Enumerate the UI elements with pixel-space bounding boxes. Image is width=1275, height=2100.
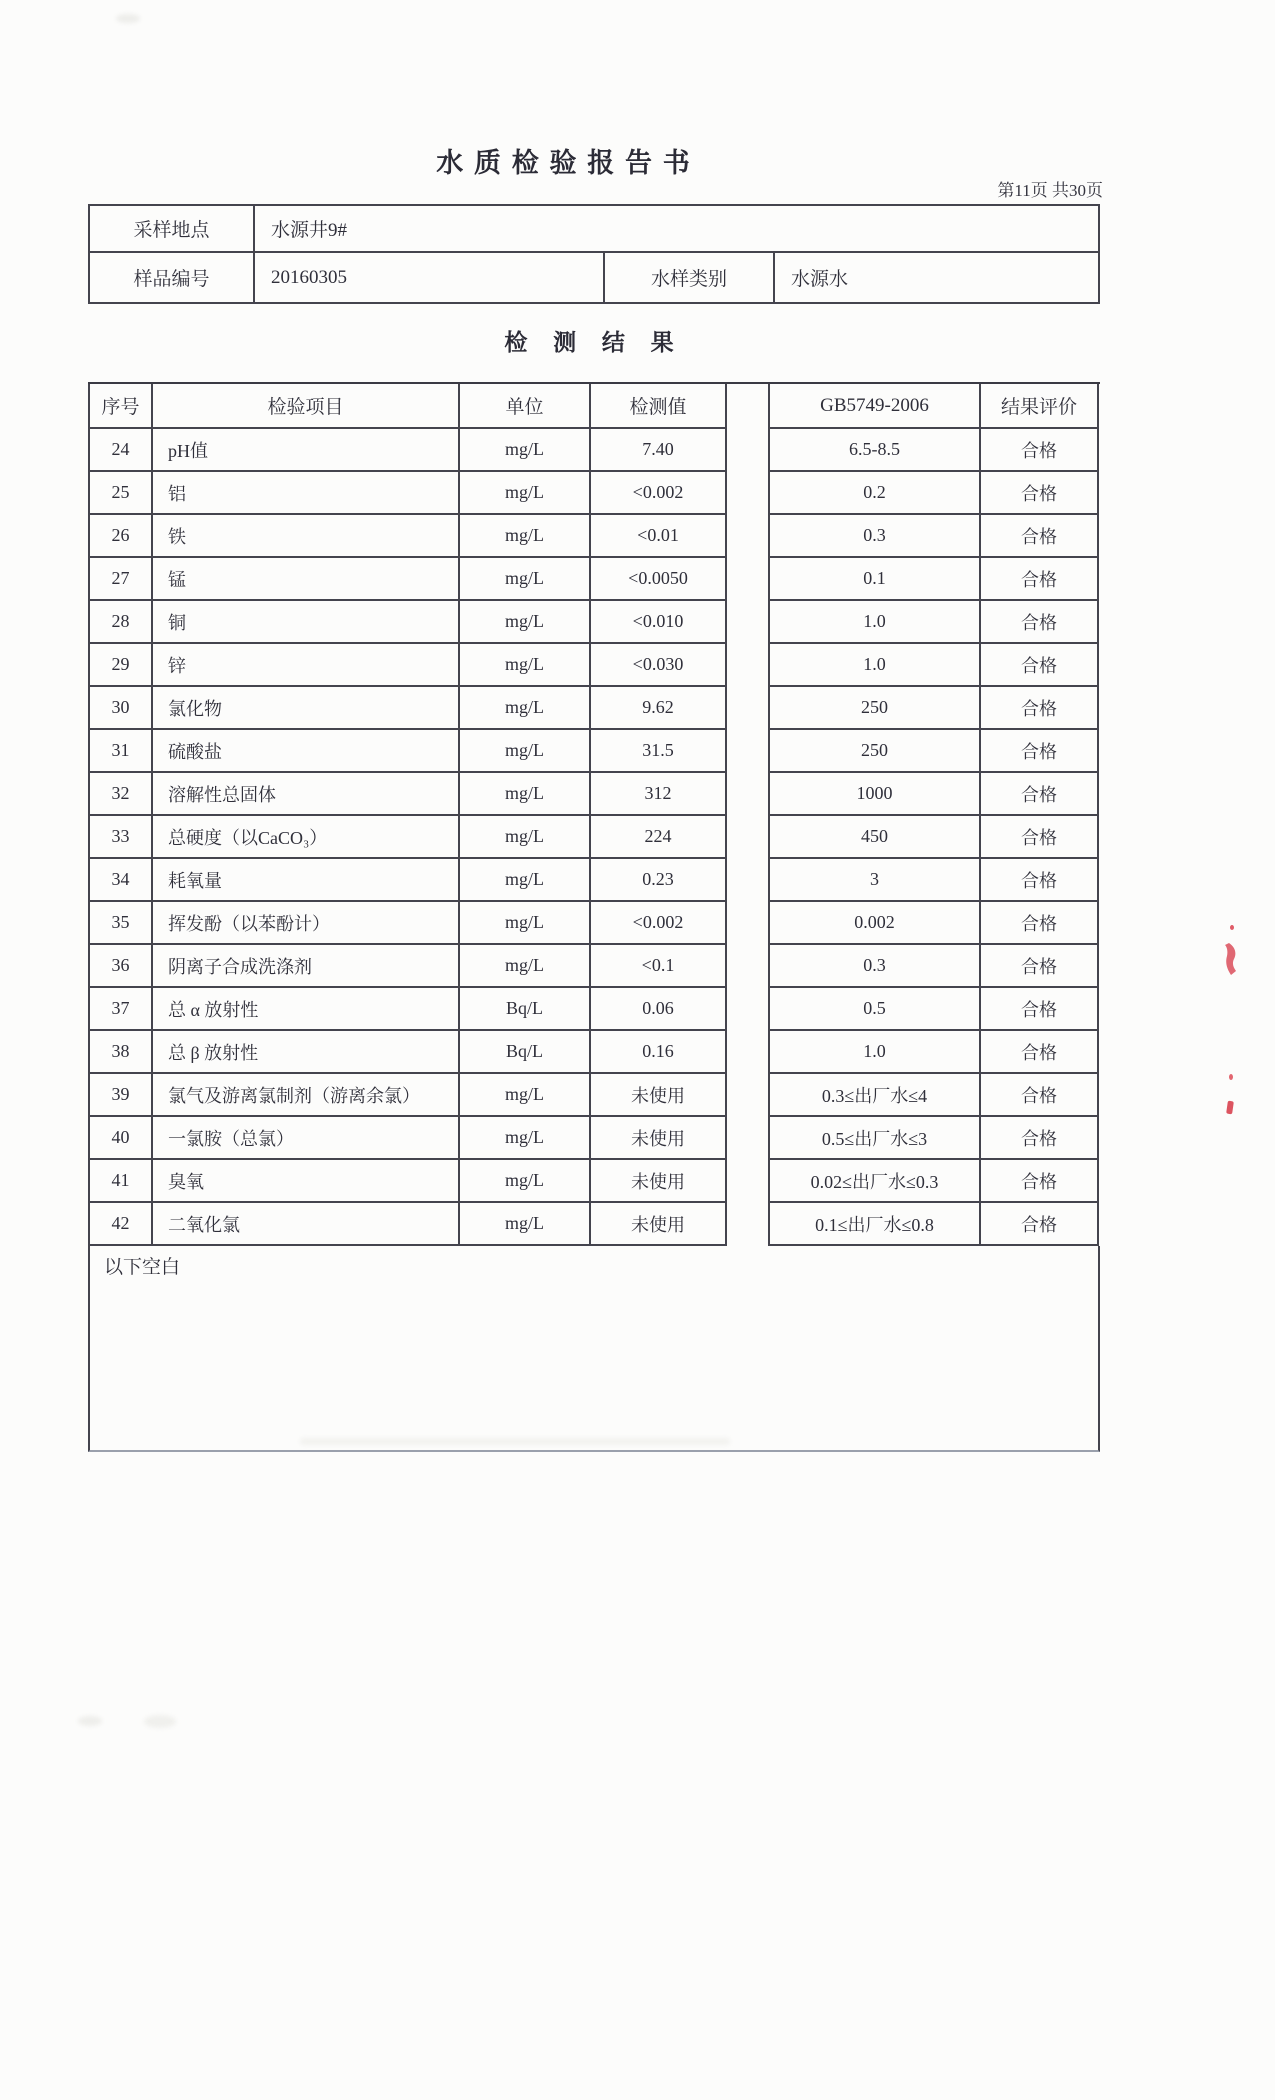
cell-no: 26: [88, 515, 153, 558]
cell-item: 锰: [153, 558, 460, 601]
cell-unit: mg/L: [460, 644, 591, 687]
page-title: 水 质 检 验 报 告 书: [436, 148, 692, 178]
table-row: [88, 515, 1100, 558]
cell-standard: 0.3≤出厂水≤4: [770, 1074, 981, 1117]
cell-no: 29: [88, 644, 153, 687]
cell-value: 未使用: [591, 1203, 727, 1246]
cell-gap: [727, 644, 770, 687]
cell-unit: mg/L: [460, 1203, 591, 1246]
table-row: [88, 988, 1100, 1031]
cell-gap: [727, 730, 770, 773]
cell-value: <0.010: [591, 601, 727, 644]
cell-evaluation: 合格: [981, 601, 1099, 644]
cell-no: 30: [88, 687, 153, 730]
cell-value: 未使用: [591, 1117, 727, 1160]
cell-item: 耗氧量: [153, 859, 460, 902]
cell-item: 臭氧: [153, 1160, 460, 1203]
cell-item: 铝: [153, 472, 460, 515]
cell-evaluation: 合格: [981, 988, 1099, 1031]
cell-gap: [727, 1074, 770, 1117]
scan-smudge: [78, 1716, 102, 1726]
header-item: 检验项目: [153, 384, 460, 429]
cell-standard: 0.5: [770, 988, 981, 1031]
cell-evaluation: 合格: [981, 1160, 1099, 1203]
cell-gap: [727, 988, 770, 1031]
cell-unit: mg/L: [460, 515, 591, 558]
table-row: [88, 773, 1100, 816]
cell-unit: mg/L: [460, 773, 591, 816]
header-standard: GB5749-2006: [770, 384, 981, 429]
cell-evaluation: 合格: [981, 773, 1099, 816]
cell-gap: [727, 429, 770, 472]
cell-value: 312: [591, 773, 727, 816]
cell-no: 28: [88, 601, 153, 644]
cell-standard: 0.3: [770, 515, 981, 558]
cell-standard: 0.3: [770, 945, 981, 988]
sampling-location-label: 采样地点: [90, 206, 255, 251]
cell-standard: 0.1≤出厂水≤0.8: [770, 1203, 981, 1246]
cell-no: 38: [88, 1031, 153, 1074]
water-type-value: 水源水: [791, 269, 849, 290]
cell-item: 挥发酚（以苯酚计）: [153, 902, 460, 945]
water-type-label: 水样类别: [605, 253, 775, 302]
header-value: 检测值: [591, 384, 727, 429]
cell-gap: [727, 1203, 770, 1246]
cell-value: <0.030: [591, 644, 727, 687]
cell-standard: 0.2: [770, 472, 981, 515]
table-row: [88, 902, 1100, 945]
cell-value: 224: [591, 816, 727, 859]
cell-unit: mg/L: [460, 1074, 591, 1117]
table-row: [88, 1203, 1100, 1246]
blank-note: 以下空白: [104, 1257, 181, 1278]
red-pen-dot: [1230, 925, 1234, 930]
cell-value: 0.16: [591, 1031, 727, 1074]
cell-gap: [727, 1117, 770, 1160]
table-row: [88, 429, 1100, 472]
cell-gap: [727, 515, 770, 558]
cell-evaluation: 合格: [981, 816, 1099, 859]
cell-item: 总 β 放射性: [153, 1031, 460, 1074]
red-pen-dot: [1229, 1074, 1233, 1080]
cell-value: <0.002: [591, 902, 727, 945]
cell-item: 硫酸盐: [153, 730, 460, 773]
sample-number-label: 样品编号: [90, 253, 255, 302]
table-row: [88, 601, 1100, 644]
table-row: [88, 472, 1100, 515]
cell-standard: 0.1: [770, 558, 981, 601]
cell-evaluation: 合格: [981, 1031, 1099, 1074]
blank-area: [88, 1246, 1100, 1452]
cell-evaluation: 合格: [981, 1074, 1099, 1117]
cell-gap: [727, 902, 770, 945]
cell-item: 阴离子合成洗涤剂: [153, 945, 460, 988]
sample-number-value: 20160305: [255, 253, 605, 302]
cell-evaluation: 合格: [981, 472, 1099, 515]
cell-no: 39: [88, 1074, 153, 1117]
cell-standard: 0.02≤出厂水≤0.3: [770, 1160, 981, 1203]
cell-unit: mg/L: [460, 1117, 591, 1160]
cell-unit: mg/L: [460, 816, 591, 859]
results-header-row: [88, 384, 1100, 429]
cell-item: 总 α 放射性: [153, 988, 460, 1031]
table-row: [88, 1117, 1100, 1160]
table-row: [88, 1160, 1100, 1203]
cell-standard: 0.002: [770, 902, 981, 945]
sample-info-row-number: [90, 253, 1098, 302]
sampling-location-value: 水源井9#: [271, 220, 348, 241]
cell-value: 7.40: [591, 429, 727, 472]
cell-standard: 250: [770, 687, 981, 730]
cell-gap: [727, 816, 770, 859]
cell-standard: 3: [770, 859, 981, 902]
cell-evaluation: 合格: [981, 644, 1099, 687]
cell-gap: [727, 945, 770, 988]
scan-smudge: [300, 1438, 730, 1445]
cell-evaluation: 合格: [981, 1203, 1099, 1246]
table-row: [88, 558, 1100, 601]
cell-no: 40: [88, 1117, 153, 1160]
sample-info-table: [88, 204, 1100, 304]
cell-standard: 250: [770, 730, 981, 773]
cell-no: 42: [88, 1203, 153, 1246]
cell-gap: [727, 687, 770, 730]
cell-no: 41: [88, 1160, 153, 1203]
cell-unit: mg/L: [460, 472, 591, 515]
sample-info-row-location: [90, 206, 1098, 253]
cell-value: 未使用: [591, 1074, 727, 1117]
cell-no: 33: [88, 816, 153, 859]
cell-unit: mg/L: [460, 601, 591, 644]
cell-value: 未使用: [591, 1160, 727, 1203]
cell-unit: mg/L: [460, 945, 591, 988]
page-number: 第11页 共30页: [997, 181, 1103, 200]
cell-standard: 6.5-8.5: [770, 429, 981, 472]
cell-value: <0.01: [591, 515, 727, 558]
cell-standard: 450: [770, 816, 981, 859]
header-gap-column: [727, 384, 770, 429]
table-row: [88, 730, 1100, 773]
table-row: [88, 1031, 1100, 1074]
cell-value: 31.5: [591, 730, 727, 773]
cell-unit: mg/L: [460, 859, 591, 902]
cell-gap: [727, 601, 770, 644]
cell-evaluation: 合格: [981, 515, 1099, 558]
table-row: [88, 1074, 1100, 1117]
table-row: [88, 687, 1100, 730]
cell-evaluation: 合格: [981, 558, 1099, 601]
scan-smudge: [116, 14, 140, 23]
cell-gap: [727, 472, 770, 515]
cell-item: 二氧化氯: [153, 1203, 460, 1246]
cell-no: 37: [88, 988, 153, 1031]
cell-value: <0.002: [591, 472, 727, 515]
cell-standard: 0.5≤出厂水≤3: [770, 1117, 981, 1160]
cell-unit: mg/L: [460, 558, 591, 601]
cell-value: 9.62: [591, 687, 727, 730]
cell-value: <0.0050: [591, 558, 727, 601]
scan-smudge: [144, 1715, 176, 1728]
cell-standard: 1000: [770, 773, 981, 816]
red-pen-tick: [1226, 1101, 1234, 1115]
cell-item: 铁: [153, 515, 460, 558]
cell-no: 31: [88, 730, 153, 773]
cell-value: <0.1: [591, 945, 727, 988]
cell-unit: mg/L: [460, 730, 591, 773]
cell-no: 35: [88, 902, 153, 945]
cell-item: 溶解性总固体: [153, 773, 460, 816]
cell-evaluation: 合格: [981, 687, 1099, 730]
cell-no: 24: [88, 429, 153, 472]
cell-item: 总硬度（以CaCO₃）: [153, 816, 460, 859]
cell-standard: 1.0: [770, 601, 981, 644]
red-pen-mark: [1224, 942, 1240, 976]
cell-unit: Bq/L: [460, 988, 591, 1031]
cell-evaluation: 合格: [981, 1117, 1099, 1160]
cell-unit: mg/L: [460, 687, 591, 730]
cell-evaluation: 合格: [981, 902, 1099, 945]
cell-standard: 1.0: [770, 1031, 981, 1074]
cell-evaluation: 合格: [981, 945, 1099, 988]
header-evaluation: 结果评价: [981, 384, 1099, 429]
cell-item: 铜: [153, 601, 460, 644]
table-row: [88, 945, 1100, 988]
cell-no: 34: [88, 859, 153, 902]
cell-unit: mg/L: [460, 902, 591, 945]
cell-value: 0.06: [591, 988, 727, 1031]
cell-no: 25: [88, 472, 153, 515]
cell-item: 氯气及游离氯制剂（游离余氯）: [153, 1074, 460, 1117]
cell-no: 27: [88, 558, 153, 601]
table-row: [88, 644, 1100, 687]
section-title: 检 测 结 果: [504, 330, 684, 355]
results-rows: [88, 429, 1100, 1246]
cell-no: 32: [88, 773, 153, 816]
cell-evaluation: 合格: [981, 429, 1099, 472]
cell-gap: [727, 773, 770, 816]
cell-value: 0.23: [591, 859, 727, 902]
cell-standard: 1.0: [770, 644, 981, 687]
cell-evaluation: 合格: [981, 730, 1099, 773]
cell-gap: [727, 1160, 770, 1203]
cell-gap: [727, 1031, 770, 1074]
cell-item: pH值: [153, 429, 460, 472]
cell-unit: Bq/L: [460, 1031, 591, 1074]
cell-unit: mg/L: [460, 1160, 591, 1203]
header-unit: 单位: [460, 384, 591, 429]
cell-gap: [727, 558, 770, 601]
cell-gap: [727, 859, 770, 902]
cell-evaluation: 合格: [981, 859, 1099, 902]
cell-item: 氯化物: [153, 687, 460, 730]
table-row: [88, 859, 1100, 902]
results-table: [88, 382, 1100, 1452]
header-no: 序号: [88, 384, 153, 429]
table-row: [88, 816, 1100, 859]
cell-unit: mg/L: [460, 429, 591, 472]
cell-no: 36: [88, 945, 153, 988]
cell-item: 一氯胺（总氯）: [153, 1117, 460, 1160]
cell-item: 锌: [153, 644, 460, 687]
